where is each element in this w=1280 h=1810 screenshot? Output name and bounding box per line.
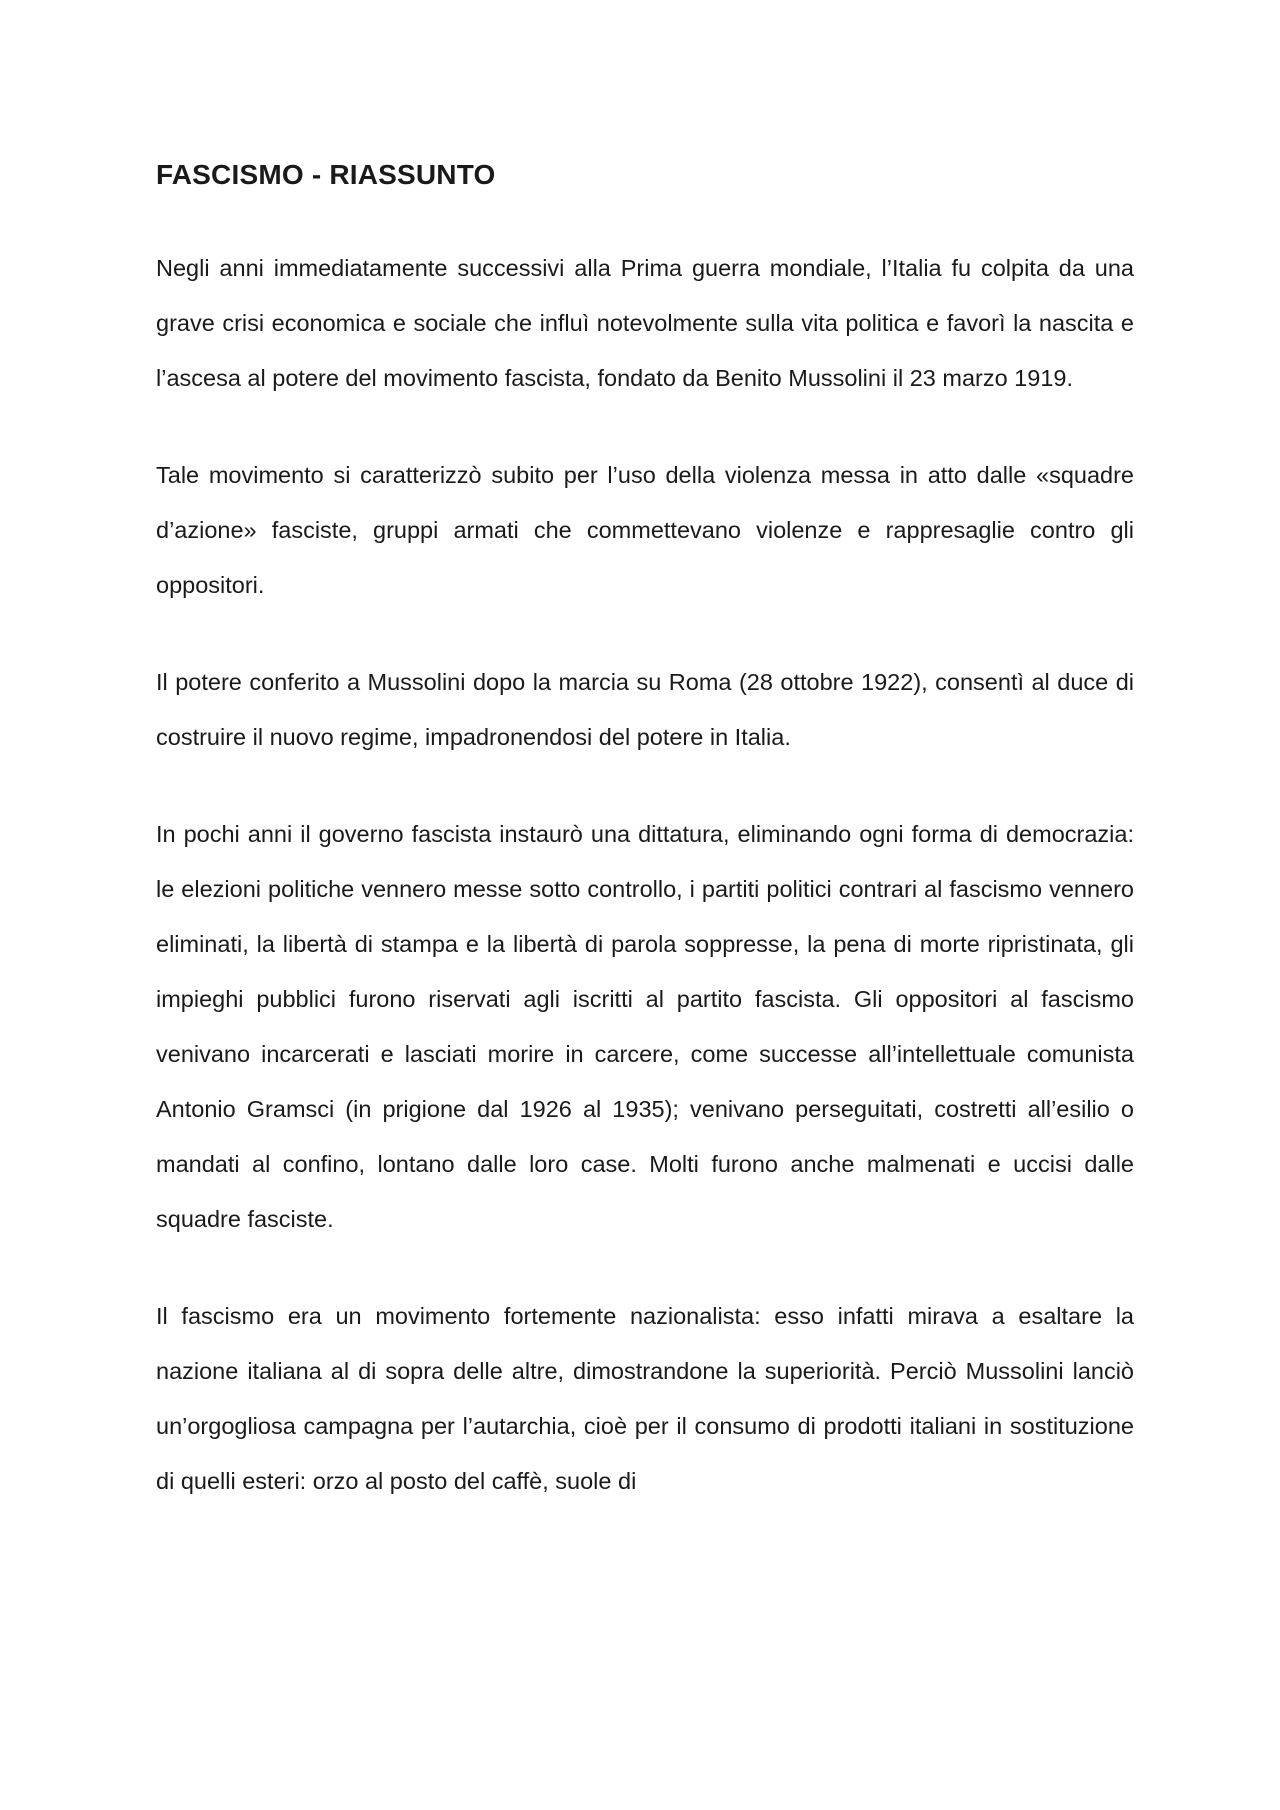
paragraph-1: Negli anni immediatamente successivi alla Prima guerra mondiale, l’Italia fu colpita da una grave crisi economica e sociale che influì notevolmente sulla vita politica e favorì la nascita e l’ascesa al potere del movimento fascista, fondato da Benito Mussolini il 23 marzo 1919. [156,255,1134,391]
document-title: FASCISMO - RIASSUNTO [156,159,496,190]
paragraph-3: Il potere conferito a Mussolini dopo la marcia su Roma (28 ottobre 1922), consentì al duce di costruire il nuovo regime, impadronendosi del potere in Italia. [156,669,1134,750]
paragraph-2: Tale movimento si caratterizzò subito per l’uso della violenza messa in atto dalle «squadre d’azione» fasciste, gruppi armati che commettevano violenze e rappresaglie contro gli oppositori. [156,462,1134,598]
document-body [156,154,1134,1509]
paragraph-4: In pochi anni il governo fascista instaurò una dittatura, eliminando ogni forma di democrazia: le elezioni politiche vennero messe sotto controllo, i partiti politici contrari al fascismo vennero eliminati, la libertà di stampa e la libertà di parola soppresse, la pena di morte ripristinata, gli impieghi pubblici furono riservati agli iscritti al partito fascista. Gli oppositori al fascismo venivano incarcerati e lasciati morire in carcere, come successe all’intellettuale comunista Antonio Gramsci (in prigione dal 1926 al 1935); venivano perseguitati, costretti all’esilio o mandati al confino, lontano dalle loro case. Molti furono anche malmenati e uccisi dalle squadre fasciste. [156,821,1134,1232]
paragraph-5: Il fascismo era un movimento fortemente nazionalista: esso infatti mirava a esaltare la nazione italiana al di sopra delle altre, dimostrandone la superiorità. Perciò Mussolini lanciò un’orgogliosa campagna per l’autarchia, cioè per il consumo di prodotti italiani in sostituzione di quelli esteri: orzo al posto del caffè, suole di [156,1303,1134,1494]
